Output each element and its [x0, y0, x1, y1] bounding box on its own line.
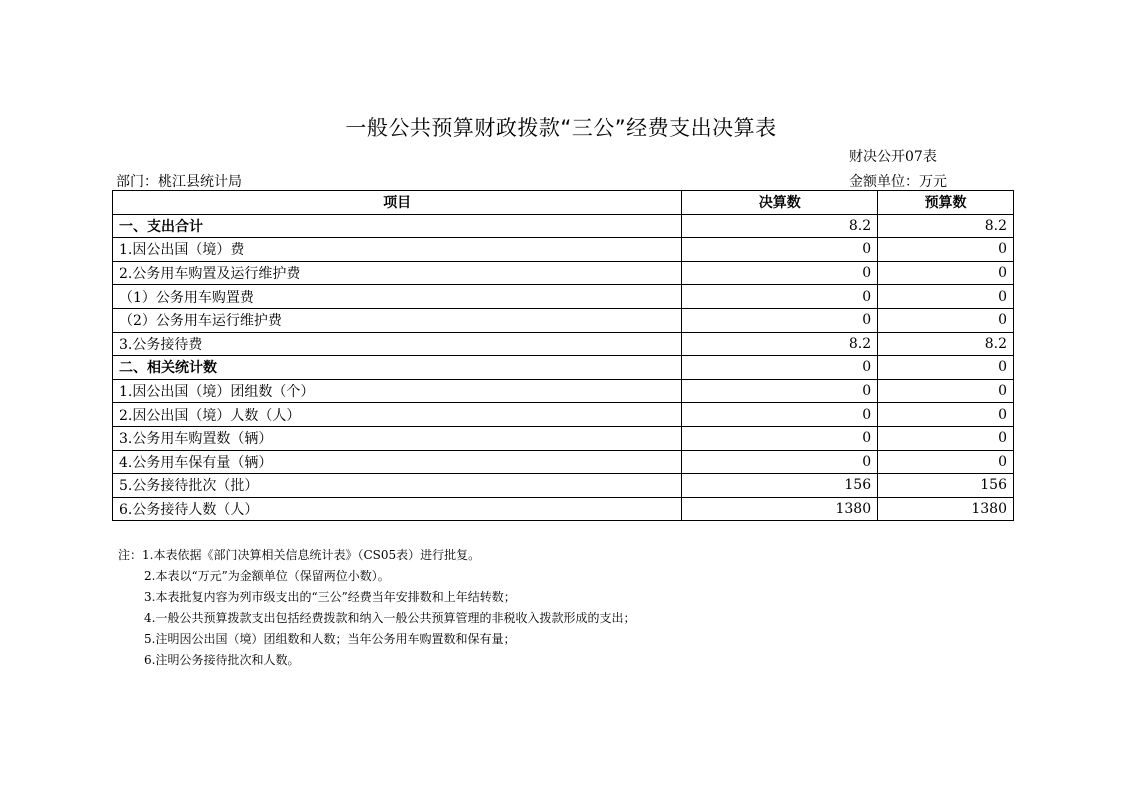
- row-budget: 1380: [878, 497, 1014, 521]
- note-line: 6.注明公务接待批次和人数。: [144, 653, 300, 667]
- row-label: 二、相关统计数: [113, 356, 682, 380]
- note-line: 5.注明因公出国（境）团组数和人数；当年公务用车购置数和保有量；: [144, 632, 516, 646]
- row-label: 4.公务用车保有量（辆）: [113, 450, 682, 474]
- table-row: [113, 450, 1014, 474]
- row-budget: 156: [878, 474, 1014, 498]
- row-label: 5.公务接待批次（批）: [113, 474, 682, 498]
- row-budget: 8.2: [878, 332, 1014, 356]
- department-label: 部门：桃江县统计局: [116, 174, 242, 190]
- row-label: 2.公务用车购置及运行维护费: [113, 261, 682, 285]
- unit-label: 金额单位：万元: [849, 174, 947, 190]
- table-row: [113, 238, 1014, 262]
- row-final: 156: [682, 474, 878, 498]
- row-label: 6.公务接待人数（人）: [113, 497, 682, 521]
- table-row: [113, 403, 1014, 427]
- row-budget: 0: [878, 285, 1014, 309]
- note-line: 2.本表以“万元”为金额单位（保留两位小数）。: [144, 569, 390, 583]
- row-final: 0: [682, 261, 878, 285]
- row-budget: 0: [878, 356, 1014, 380]
- table-row: [113, 285, 1014, 309]
- row-label: 一、支出合计: [113, 214, 682, 238]
- note-line: 4.一般公共预算拨款支出包括经费拨款和纳入一般公共预算管理的非税收入拨款形成的支出；: [144, 611, 636, 625]
- row-label: （1）公务用车购置费: [113, 285, 682, 309]
- row-final: 0: [682, 450, 878, 474]
- row-final: 0: [682, 403, 878, 427]
- table-row: [113, 308, 1014, 332]
- row-final: 0: [682, 426, 878, 450]
- row-label: 1.因公出国（境）费: [113, 238, 682, 262]
- row-final: 0: [682, 308, 878, 332]
- table-row: [113, 261, 1014, 285]
- row-budget: 0: [878, 426, 1014, 450]
- page-title: 一般公共预算财政拨款“三公”经费支出决算表: [345, 116, 777, 140]
- table-row: [113, 497, 1014, 521]
- table-code: 财决公开07表: [849, 149, 937, 165]
- expenditure-table: [112, 190, 1014, 521]
- row-budget: 0: [878, 261, 1014, 285]
- notes-section: [118, 545, 635, 671]
- table-row: [113, 426, 1014, 450]
- note-line: 3.本表批复内容为列市级支出的“三公”经费当年安排数和上年结转数；: [144, 590, 516, 604]
- row-final: 0: [682, 285, 878, 309]
- header-budget: 预算数: [878, 191, 1014, 215]
- row-label: 3.公务用车购置数（辆）: [113, 426, 682, 450]
- row-final: 0: [682, 238, 878, 262]
- row-budget: 0: [878, 379, 1014, 403]
- table-row: [113, 214, 1014, 238]
- table-header-row: [113, 191, 1014, 215]
- row-final: 8.2: [682, 214, 878, 238]
- row-label: 1.因公出国（境）团组数（个）: [113, 379, 682, 403]
- table-row: [113, 332, 1014, 356]
- row-budget: 8.2: [878, 214, 1014, 238]
- row-label: 3.公务接待费: [113, 332, 682, 356]
- note-line: 注：1.本表依据《部门决算相关信息统计表》（CS05表）进行批复。: [118, 548, 481, 562]
- row-budget: 0: [878, 450, 1014, 474]
- row-label: 2.因公出国（境）人数（人）: [113, 403, 682, 427]
- row-budget: 0: [878, 238, 1014, 262]
- row-final: 1380: [682, 497, 878, 521]
- row-label: （2）公务用车运行维护费: [113, 308, 682, 332]
- row-budget: 0: [878, 308, 1014, 332]
- header-final: 决算数: [682, 191, 878, 215]
- row-final: 0: [682, 379, 878, 403]
- table-row: [113, 356, 1014, 380]
- table-row: [113, 379, 1014, 403]
- row-final: 0: [682, 356, 878, 380]
- row-budget: 0: [878, 403, 1014, 427]
- header-item: 项目: [113, 191, 682, 215]
- table-row: [113, 474, 1014, 498]
- row-final: 8.2: [682, 332, 878, 356]
